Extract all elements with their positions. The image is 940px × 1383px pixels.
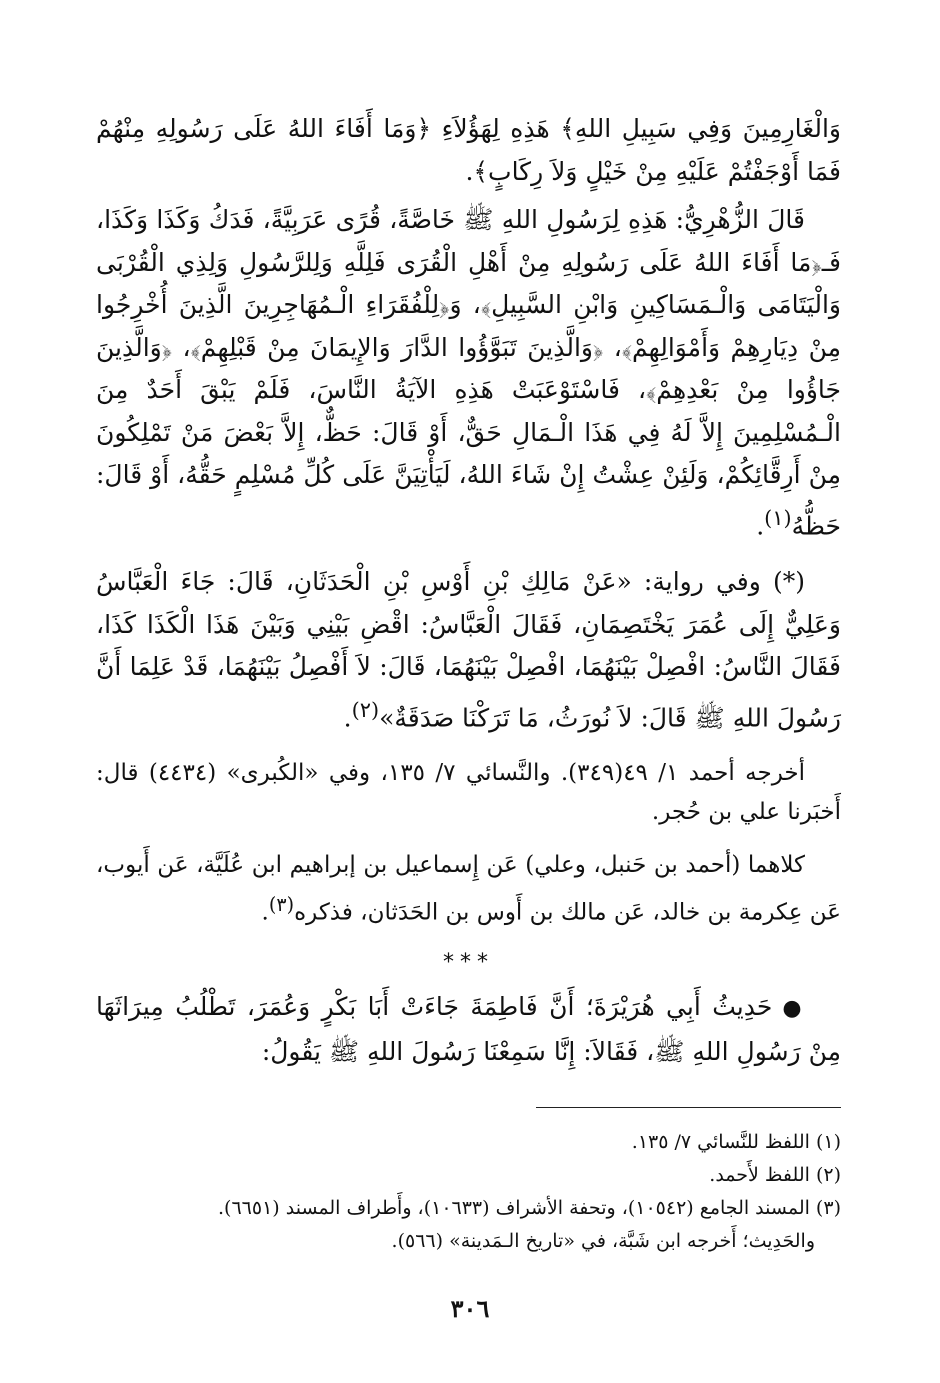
section-separator: *** [443, 950, 494, 976]
page-body [96, 108, 841, 1258]
footnote-2: (٢) اللفظ لأَحمد. [709, 1164, 841, 1187]
footnote-3: (٣) المسند الجامع (١٠٥٤٢)، وتحفة الأشراف (١٠٦٣٣)، وأَطراف المسند (٦٦٥١). [218, 1197, 841, 1220]
source-ahmad: أخرجه أحمد ١/ ٤٩(٣٤٩). والنَّسائي ٧/ ١٣٥، وفي «الكُبرى» (٤٤٣٤) قال: أَخبَرنا علي بن حُجر. [96, 759, 841, 825]
source-chain: كلاهما (أحمد بن حَنبل، وعلي) عَن إِسماعيل بن إبراهيم ابن عُلَيَّة، عَن أَيوب، عَن عِكرمة بن خالد، عَن مالك بن أَوس بن الحَدَثان، فذكره$^{(٣)}$. [96, 851, 841, 926]
footnote-divider [536, 1107, 841, 1108]
paragraph-riwaya-text: (*) وفي رواية: «عَنْ مَالِكِ بْنِ أَوْسِ بْنِ الْحَدَثَانِ، قَالَ: جَاءَ الْعَبَّاسُ وَعَلِيٌّ إِلَى عُمَرَ يَخْتَصِمَانِ، فَقَالَ الْعَبَّاسُ: اقْضِ بَيْنِي وَبَيْنَ هَذَا الْكَذَا كَذَا، فَقَالَ النَّاسُ: افْصِلْ بَيْنَهُمَا، افْصِلْ بَيْنَهُمَا، قَالَ: لاَ أَفْصِلُ بَيْنَهُمَا، قَدْ عَلِمَا أَنَّ رَسُولَ اللهِ ﷺ قَالَ: لاَ نُورَثُ، مَا تَرَكْنَا صَدَقَةٌ» [96, 567, 841, 733]
paragraph-riwaya: (*) وفي رواية: «عَنْ مَالِكِ بْنِ أَوْسِ بْنِ الْحَدَثَانِ، قَالَ: جَاءَ الْعَبَّاسُ وَعَلِيٌّ إِلَى عُمَرَ يَخْتَصِمَانِ، فَقَالَ الْعَبَّاسُ: اقْضِ بَيْنِي وَبَيْنَ هَذَا الْكَذَا كَذَا، فَقَالَ النَّاسُ: افْصِلْ بَيْنَهُمَا، افْصِلْ بَيْنَهُمَا، قَالَ: لاَ أَفْصِلُ بَيْنَهُمَا، قَدْ عَلِمَا أَنَّ رَسُولَ اللهِ ﷺ قَالَ: لاَ نُورَثُ، مَا تَرَكْنَا صَدَقَةٌ»$^{(٢)}$. [96, 567, 841, 733]
bullet-icon: ● [782, 996, 805, 1022]
source-chain-text: كلاهما (أحمد بن حَنبل، وعلي) عَن إِسماعيل بن إبراهيم ابن عُلَيَّة، عَن أَيوب، عَن عِكرمة بن خالد، عَن مالك بن أَوس بن الحَدَثان، فذكره [96, 851, 841, 926]
footnote-ref-1: (١) [764, 505, 792, 530]
paragraph-zuhri-text: قَالَ الزُّهْرِيُّ: هَذِهِ لِرَسُولِ اللهِ ﷺ خَاصَّةً، قُرًى عَرَبِيَّةً، فَدَكُ وَكَذَا وَكَذَا، فَـ﴿مَا أَفَاءَ اللهُ عَلَى رَسُولِهِ مِنْ أَهْلِ الْقُرَى فَلِلَّهِ وَلِلرَّسُولِ وَلِذِي الْقُرْبَى وَالْيَتَامَى وَالْـمَسَاكِينِ وَابْنِ السَّبِيلِ﴾، وَ﴿لِلْفُقَرَاءِ الْـمُهَاجِرِينَ الَّذِينَ أُخْرِجُوا مِنْ دِيَارِهِمْ وَأَمْوَالِهِمْ﴾، ﴿وَالَّذِينَ تَبَوَّؤُوا الدَّارَ وَالإِيمَانَ مِنْ قَبْلِهِمْ﴾، ﴿وَالَّذِينَ جَاؤُوا مِنْ بَعْدِهِمْ﴾، فَاسْتَوْعَبَتْ هَذِهِ الآيَةُ النَّاسَ، فَلَمْ يَبْقَ أَحَدٌ مِنَ الْـمُسْلِمِينَ إِلاَّ لَهُ فِي هَذَا الْـمَالِ حَقٌّ، أَوْ قَالَ: حَظٌّ، إِلاَّ بَعْضَ مَنْ تَمْلِكُونَ مِنْ أَرِقَّائِكُمْ، وَلَئِنْ عِشْتُ إِنْ شَاءَ اللهُ، لَيَأْتِيَنَّ عَلَى كُلِّ مُسْلِمٍ حَقُّهُ، أَوْ قَالَ: حَظُّهُ [96, 205, 841, 540]
page-number: ٣٠٦ [450, 1294, 490, 1323]
paragraph-abu-hurayra [96, 986, 841, 1073]
footnote-ref-2: (٢) [351, 697, 380, 722]
footnote-ref-3: (٣) [268, 892, 295, 916]
footnote-1: (١) اللفظ للنَّسائي ٧/ ١٣٥. [631, 1131, 841, 1154]
paragraph-quran-continuation: وَالْغَارِمِينَ وَفِي سَبِيلِ اللهِ﴾ هَذِهِ لِهَؤُلاَءِ ﴿وَمَا أَفَاءَ اللهُ عَلَى رَسُولِهِ مِنْهُمْ فَمَا أَوْجَفْتُمْ عَلَيْهِ مِنْ خَيْلٍ وَلاَ رِكَابٍ﴾. [96, 114, 841, 186]
paragraph-abu-hurayra-text: حَدِيثُ أَبِي هُرَيْرَةَ؛ أَنَّ فَاطِمَةَ جَاءَتْ أَبَا بَكْرٍ وَعُمَرَ، تَطْلُبُ مِيرَاثَهَا مِنْ رَسُولِ اللهِ ﷺ، فَقَالاَ: إِنَّا سَمِعْنَا رَسُولَ اللهِ ﷺ يَقُولُ: [96, 992, 841, 1066]
footnotes [96, 1126, 841, 1258]
paragraph-zuhri: قَالَ الزُّهْرِيُّ: هَذِهِ لِرَسُولِ اللهِ ﷺ خَاصَّةً، قُرًى عَرَبِيَّةً، فَدَكُ وَكَذَا وَكَذَا، فَـ﴿مَا أَفَاءَ اللهُ عَلَى رَسُولِهِ مِنْ أَهْلِ الْقُرَى فَلِلَّهِ وَلِلرَّسُولِ وَلِذِي الْقُرْبَى وَالْيَتَامَى وَالْـمَسَاكِينِ وَابْنِ السَّبِيلِ﴾، وَ﴿لِلْفُقَرَاءِ الْـمُهَاجِرِينَ الَّذِينَ أُخْرِجُوا مِنْ دِيَارِهِمْ وَأَمْوَالِهِمْ﴾، ﴿وَالَّذِينَ تَبَوَّؤُوا الدَّارَ وَالإِيمَانَ مِنْ قَبْلِهِمْ﴾، ﴿وَالَّذِينَ جَاؤُوا مِنْ بَعْدِهِمْ﴾، فَاسْتَوْعَبَتْ هَذِهِ الآيَةُ النَّاسَ، فَلَمْ يَبْقَ أَحَدٌ مِنَ الْـمُسْلِمِينَ إِلاَّ لَهُ فِي هَذَا الْـمَالِ حَقٌّ، أَوْ قَالَ: حَظٌّ، إِلاَّ بَعْضَ مَنْ تَمْلِكُونَ مِنْ أَرِقَّائِكُمْ، وَلَئِنْ عِشْتُ إِنْ شَاءَ اللهُ، لَيَأْتِيَنَّ عَلَى كُلِّ مُسْلِمٍ حَقُّهُ، أَوْ قَالَ: حَظُّهُ$^{(١)}$. [96, 205, 841, 540]
footnote-3-continuation: والحَدِيث؛ أَخرجه ابن شَبَّة، في «تاريخ الـمَدينة» (٥٦٦). [391, 1230, 815, 1253]
